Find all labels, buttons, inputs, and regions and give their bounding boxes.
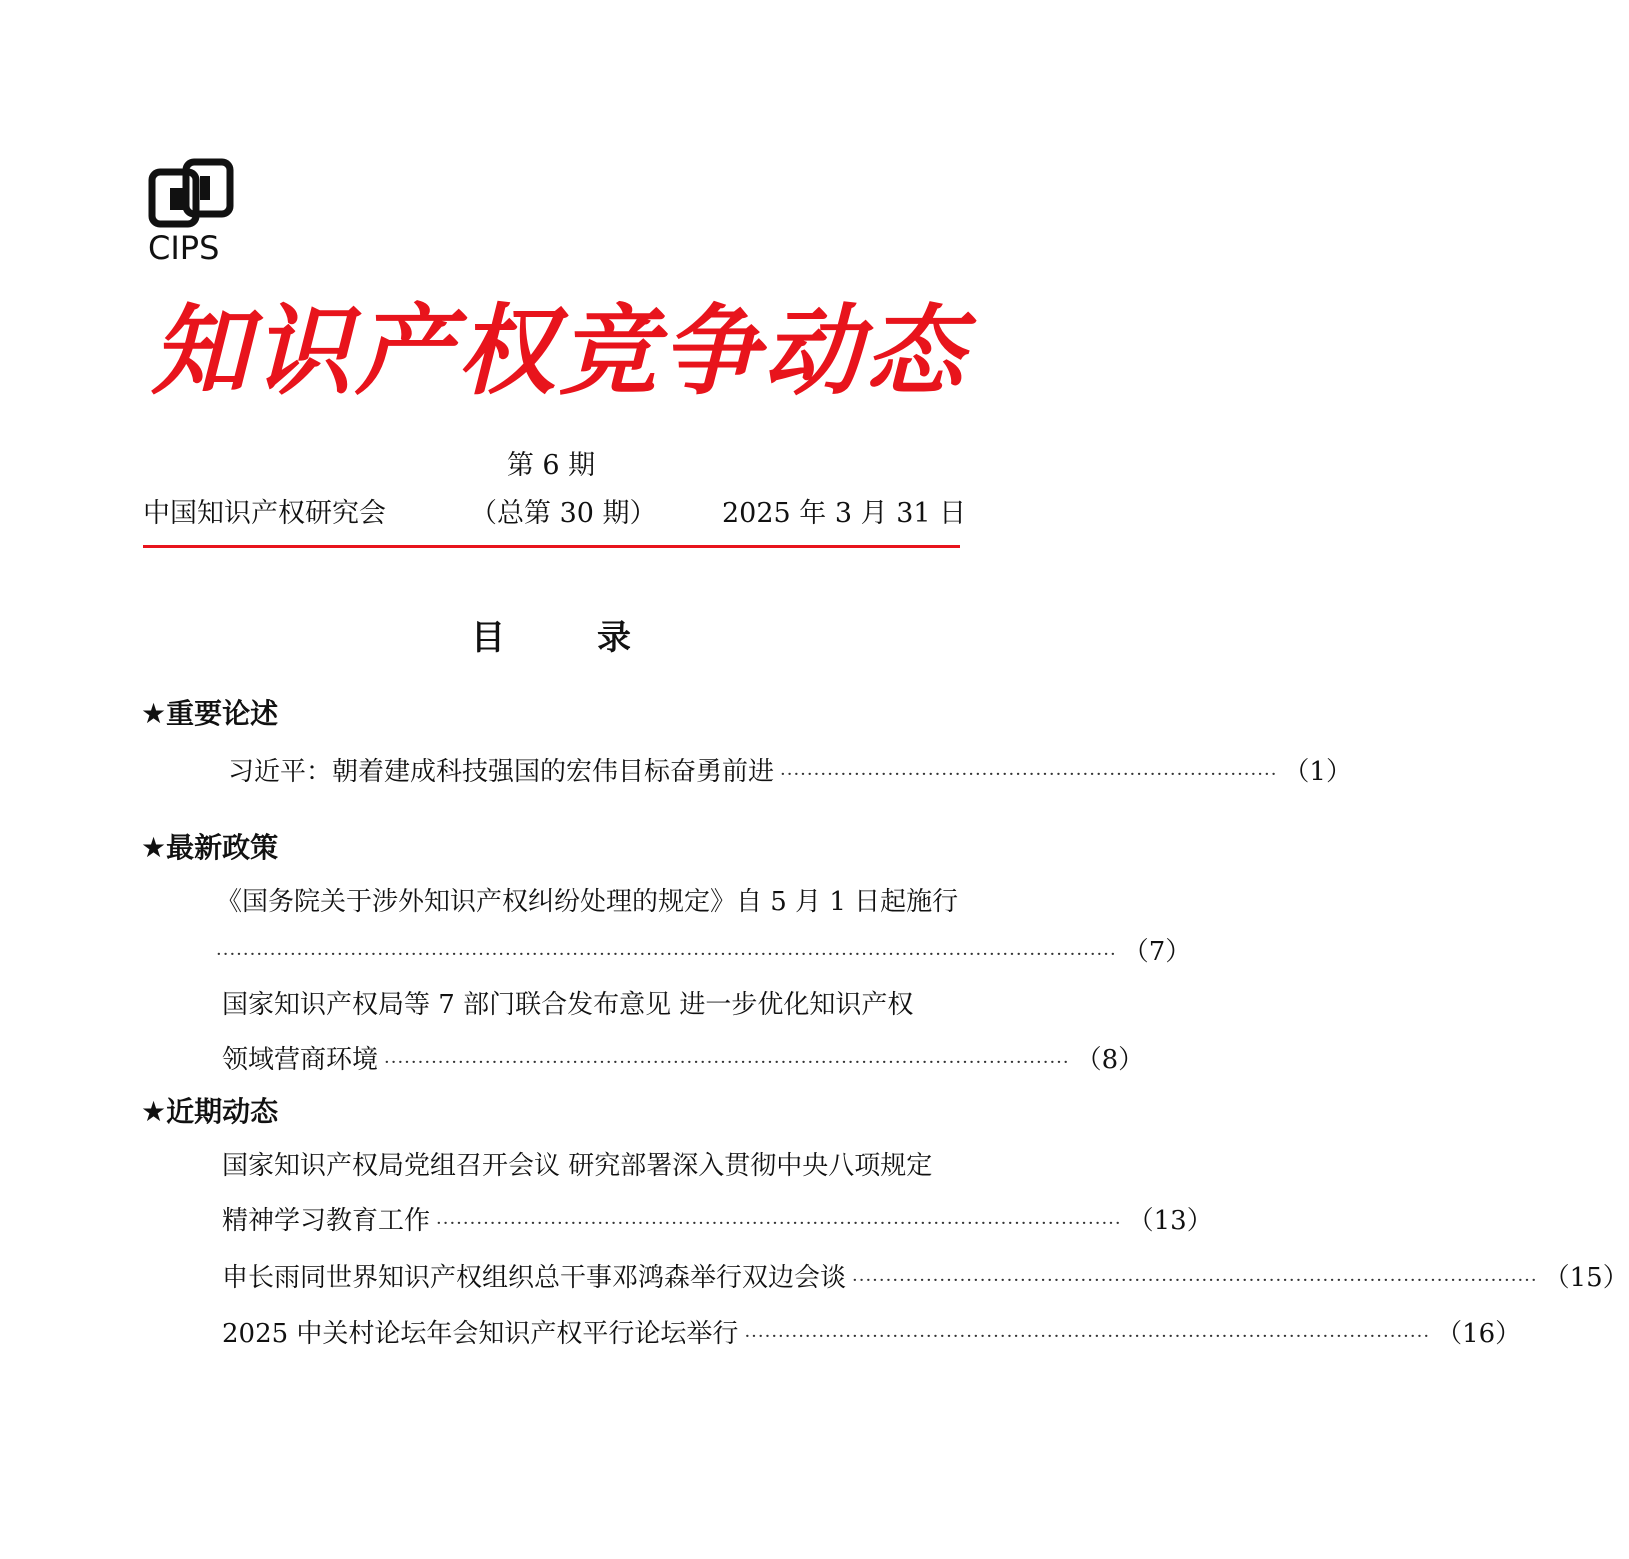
toc-leader-dots: ······································································································ xyxy=(384,1052,1070,1073)
cips-logo-mark xyxy=(148,158,240,230)
toc-entry-page: （15） xyxy=(1543,1263,1629,1293)
toc-title-left: 目 xyxy=(471,618,505,658)
toc-entry-title: 领域营商环境 xyxy=(222,1045,379,1075)
toc-entry-page: （13） xyxy=(1127,1206,1213,1236)
toc-entry[interactable] xyxy=(222,1040,1145,1083)
issue-date: 2025 年 3 月 31 日 xyxy=(722,498,967,529)
toc-entry[interactable] xyxy=(222,1258,1629,1301)
toc-entry-title[interactable]: 《国务院关于涉外知识产权纠纷处理的规定》自 5 月 1 日起施行 xyxy=(216,887,959,917)
toc-entry[interactable] xyxy=(228,752,1352,795)
header-divider xyxy=(143,545,960,548)
toc-entry-page: （7） xyxy=(1122,937,1192,967)
toc-entry-title[interactable]: 国家知识产权局党组召开会议 研究部署深入贯彻中央八项规定 xyxy=(222,1151,933,1181)
toc-title xyxy=(0,616,1102,660)
cips-logo xyxy=(148,158,240,268)
toc-entry-title: 申长雨同世界知识产权组织总干事邓鸿森举行双边会谈 xyxy=(222,1263,847,1293)
section-heading: ★最新政策 xyxy=(141,831,279,864)
masthead-title: 知识产权竞争动态 xyxy=(150,294,967,409)
toc-leader-dots: ······································································································ xyxy=(436,1213,1122,1234)
toc-leader-dots: ·········································································· xyxy=(780,764,1278,785)
toc-entry-title: 习近平：朝着建成科技强国的宏伟目标奋勇前进 xyxy=(228,757,775,787)
toc-title-right: 录 xyxy=(597,618,631,658)
toc-leader-dots: ······································································································ xyxy=(744,1326,1431,1347)
toc-entry-title: 精神学习教育工作 xyxy=(222,1206,431,1236)
toc-entry-page: （1） xyxy=(1283,757,1352,787)
section-heading: ★重要论述 xyxy=(141,697,279,730)
organization: 中国知识产权研究会 xyxy=(143,498,386,529)
toc-entry-page: （8） xyxy=(1075,1045,1145,1075)
logo-text: CIPS xyxy=(148,229,220,267)
toc-entry[interactable] xyxy=(222,1201,1213,1244)
issue-number: 第 6 期 xyxy=(506,450,596,481)
toc-entry-title[interactable]: 国家知识产权局等 7 部门联合发布意见 进一步优化知识产权 xyxy=(222,990,914,1020)
toc-entry-page: （16） xyxy=(1436,1319,1522,1349)
toc-entry[interactable] xyxy=(216,932,1192,975)
toc-entry[interactable] xyxy=(222,1314,1522,1357)
toc-leader-dots: ······································································································ xyxy=(852,1270,1538,1291)
issue-total: （总第 30 期） xyxy=(470,498,657,529)
toc-entry-title: 2025 中关村论坛年会知识产权平行论坛举行 xyxy=(222,1319,739,1349)
section-heading: ★近期动态 xyxy=(141,1095,279,1128)
toc-leader-dots: ······································································································································ xyxy=(216,944,1117,965)
